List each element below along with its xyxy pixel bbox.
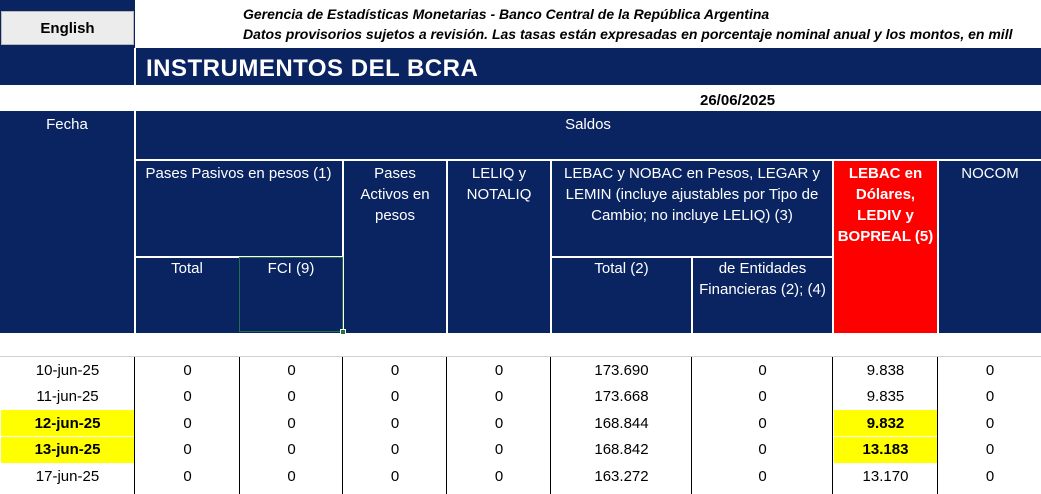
- cell-lebac-ent[interactable]: 0: [758, 414, 767, 432]
- cell-lebac-ent[interactable]: 0: [758, 441, 767, 458]
- title-divider: [134, 48, 136, 85]
- col-lebac-pesos-l3: Cambio; no incluye LELIQ) (3): [591, 207, 793, 224]
- cell-lebac-total[interactable]: 173.668: [594, 388, 649, 405]
- column-gridline: [832, 357, 833, 494]
- cell-leliq[interactable]: 0: [494, 441, 504, 458]
- column-gridline: [691, 357, 692, 494]
- fill-handle[interactable]: [340, 329, 346, 335]
- cell-nocom[interactable]: 0: [985, 414, 995, 432]
- col-pases-activos-l2: Activos en: [360, 186, 430, 203]
- column-gridline: [550, 357, 551, 494]
- col-lebac-pesos: [552, 163, 832, 226]
- cell-pp-total[interactable]: 0: [183, 441, 192, 458]
- page-title: INSTRUMENTOS DEL BCRA: [146, 55, 479, 82]
- col-lebac-entidades-l2: Financieras (2); (4): [699, 281, 826, 298]
- col-pases-pasivos-total: Total: [171, 260, 203, 277]
- cell-lebac-total[interactable]: 168.842: [594, 441, 649, 458]
- cell-pa[interactable]: 0: [390, 467, 400, 485]
- column-gridline: [446, 357, 447, 494]
- cell-pa[interactable]: 0: [390, 441, 400, 458]
- cell-lebac-usd[interactable]: 9.838: [866, 361, 905, 379]
- col-lebac-dolares-l2: Dólares,: [855, 186, 916, 203]
- col-lebac-pesos-l1: LEBAC y NOBAC en Pesos, LEGAR y: [564, 165, 820, 182]
- cell-pp-total[interactable]: 0: [183, 361, 192, 379]
- english-button[interactable]: English: [1, 11, 134, 45]
- col-pases-pasivos: Pases Pasivos en pesos (1): [145, 165, 332, 182]
- cell-leliq[interactable]: 0: [494, 414, 504, 432]
- cell-pp-fci[interactable]: 0: [287, 414, 296, 432]
- cell-fecha[interactable]: 10-jun-25: [35, 361, 100, 379]
- cell-leliq[interactable]: 0: [494, 388, 504, 405]
- col-lebac-total: Total (2): [594, 260, 649, 277]
- cell-pp-total[interactable]: 0: [183, 467, 192, 485]
- col-lebac-pesos-l2: LEMIN (incluye ajustables por Tipo de: [565, 186, 819, 203]
- col-pases-activos-l3: pesos: [374, 207, 416, 224]
- cell-fecha[interactable]: 11-jun-25: [36, 388, 99, 405]
- hdr-line: [135, 159, 1041, 161]
- org-line: Gerencia de Estadísticas Monetarias - Banco Central de la República Argentina: [243, 6, 770, 22]
- cell-pp-fci[interactable]: 0: [287, 467, 296, 485]
- cell-lebac-usd[interactable]: 9.835: [866, 388, 905, 405]
- cell-lebac-usd[interactable]: 13.183: [834, 437, 937, 463]
- cell-pp-fci[interactable]: 0: [287, 361, 296, 379]
- cell-nocom[interactable]: 0: [985, 388, 995, 405]
- cell-fecha[interactable]: 17-jun-25: [35, 467, 100, 485]
- cell-nocom[interactable]: 0: [985, 441, 995, 458]
- cell-nocom[interactable]: 0: [985, 467, 995, 485]
- hdr-line: [134, 111, 136, 333]
- cell-pp-total[interactable]: 0: [183, 414, 192, 432]
- cell-fecha[interactable]: 12-jun-25: [1, 410, 134, 436]
- column-gridline: [239, 357, 240, 494]
- column-gridline: [342, 357, 343, 494]
- cell-pa[interactable]: 0: [390, 361, 400, 379]
- cell-leliq[interactable]: 0: [494, 467, 504, 485]
- cell-pp-fci[interactable]: 0: [287, 388, 296, 405]
- cell-fecha[interactable]: 13-jun-25: [1, 437, 134, 463]
- cell-lebac-usd[interactable]: 13.170: [862, 467, 909, 485]
- col-pases-pasivos-fci: FCI (9): [267, 260, 315, 277]
- col-pases-activos-l1: Pases: [374, 165, 416, 182]
- cell-lebac-ent[interactable]: 0: [758, 361, 767, 379]
- col-leliq-l1: LELIQ y: [471, 165, 527, 182]
- col-lebac-dolares-l3: LEDIV y: [857, 207, 914, 224]
- col-lebac-entidades-l1: de Entidades: [718, 260, 807, 277]
- note-line: Datos provisorios sujetos a revisión. Las tasas están expresadas en porcentaje nominal anual y los montos, en mill: [243, 26, 1013, 42]
- column-gridline: [937, 357, 938, 494]
- col-leliq-l2: NOTALIQ: [466, 186, 532, 203]
- col-leliq: [448, 163, 550, 205]
- cell-lebac-total[interactable]: 173.690: [594, 361, 649, 379]
- cell-leliq[interactable]: 0: [494, 361, 504, 379]
- cell-lebac-total[interactable]: 168.844: [594, 414, 649, 432]
- cell-nocom[interactable]: 0: [985, 361, 995, 379]
- hdr-line: [937, 160, 939, 333]
- col-lebac-dolares-l4: BOPREAL (5): [837, 228, 934, 245]
- cell-pp-total[interactable]: 0: [183, 388, 192, 405]
- col-pases-activos: [344, 163, 446, 226]
- cell-pp-fci[interactable]: 0: [287, 441, 296, 458]
- cell-lebac-usd[interactable]: 9.832: [834, 410, 937, 436]
- cell-lebac-ent[interactable]: 0: [758, 388, 767, 405]
- col-nocom: NOCOM: [961, 165, 1019, 182]
- col-lebac-dolares: [834, 163, 937, 247]
- cell-pa[interactable]: 0: [390, 414, 400, 432]
- report-date: 26/06/2025: [700, 92, 776, 109]
- cell-lebac-total[interactable]: 163.272: [594, 467, 649, 485]
- cell-pa[interactable]: 0: [390, 388, 400, 405]
- col-lebac-dolares-l1: LEBAC en: [848, 165, 923, 182]
- col-lebac-entidades: [693, 258, 832, 300]
- cell-lebac-ent[interactable]: 0: [758, 467, 767, 485]
- column-gridline: [134, 357, 135, 494]
- col-saldos: Saldos: [565, 116, 611, 133]
- col-fecha: Fecha: [46, 116, 88, 133]
